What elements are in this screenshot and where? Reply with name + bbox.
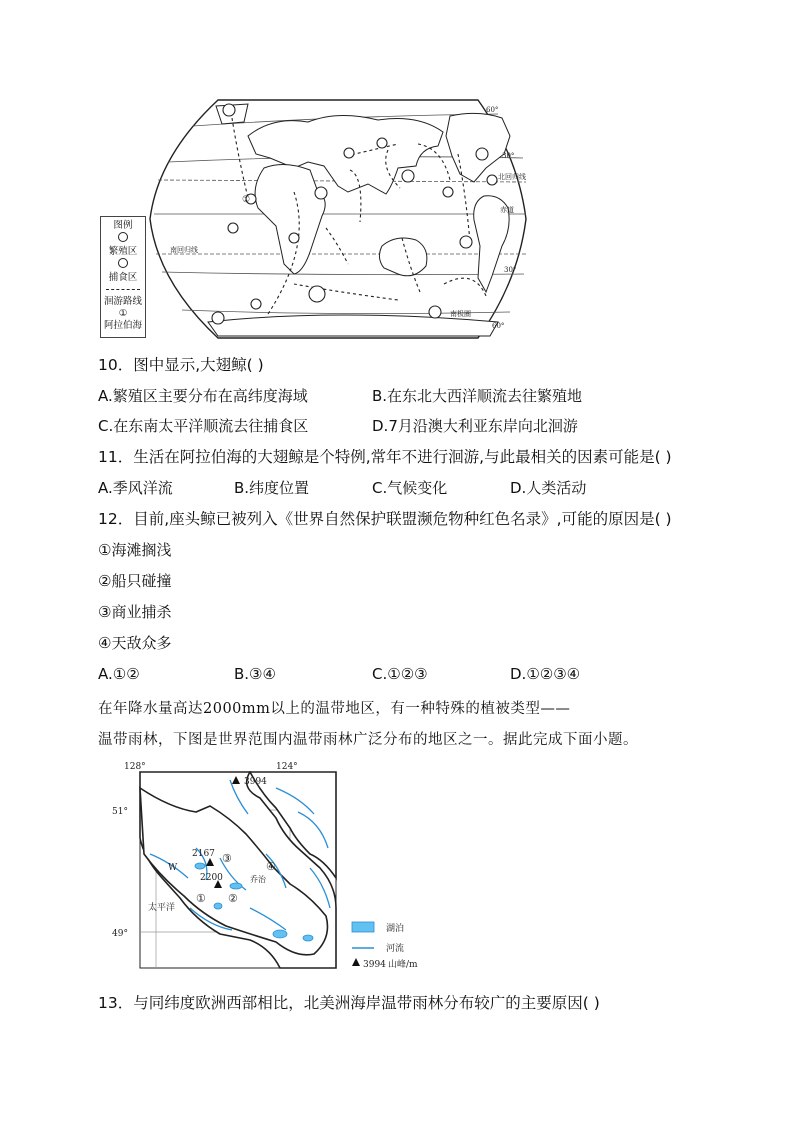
map2-legend	[352, 922, 418, 970]
question-13-stem: 13．与同纬度欧洲西部相比，北美洲海岸温带雨林分布较广的主要原因( )	[98, 994, 600, 1012]
area-circle	[309, 286, 325, 302]
lon124-label: 124°	[276, 762, 298, 772]
peak-2200-label: 2200	[200, 873, 223, 883]
legend-peak-value: 3994	[363, 960, 386, 970]
pacific-label: 太平洋	[148, 903, 176, 913]
q12-option-c[interactable]: C.①②③	[372, 665, 428, 683]
world-map-svg	[98, 96, 528, 342]
area-circle	[460, 236, 472, 248]
legend-lake: 湖泊	[386, 924, 405, 934]
q11-option-c[interactable]: C.气候变化	[372, 479, 448, 497]
lon128-label: 128°	[124, 762, 146, 772]
area-circle	[315, 187, 327, 199]
area-circle	[487, 175, 497, 185]
q11-option-b[interactable]: B.纬度位置	[234, 479, 310, 497]
area-circle	[228, 223, 238, 233]
equator-label: 赤道	[500, 206, 514, 214]
map2-marker-3: ③	[222, 852, 232, 865]
q12-item-2: ②船只碰撞	[98, 572, 172, 590]
legend-title: 图例	[113, 220, 133, 231]
legend-arabian-symbol: ①	[118, 308, 128, 319]
q12-option-a[interactable]: A.①②	[98, 665, 140, 683]
tropic-capricorn-label: 南回归线	[170, 246, 198, 254]
legend-feeding: 捕食区	[108, 272, 138, 283]
lat49-label: 49°	[112, 929, 128, 939]
q11-option-a[interactable]: A.季风洋流	[98, 479, 173, 497]
legend-arabian: 阿拉伯海	[103, 320, 142, 331]
lat51-label: 51°	[112, 807, 128, 817]
area-circle	[251, 299, 261, 309]
question-12-stem: 12．目前,座头鲸已被列入《世界自然保护联盟濒危物种红色名录》,可能的原因是( )	[98, 510, 672, 528]
q11-option-d[interactable]: D.人类活动	[510, 479, 587, 497]
lake-legend-icon	[352, 922, 374, 932]
lat30s-label: 30°	[504, 266, 517, 274]
q12-option-d[interactable]: D.①②③④	[510, 665, 581, 683]
area-circle	[223, 104, 235, 116]
q12-item-3: ③商业捕杀	[98, 603, 172, 621]
question-11-stem: 11．生活在阿拉伯海的大翅鲸是个特例,常年不进行洄游,与此最相关的因素可能是( )	[98, 448, 672, 466]
whale-migration-map	[98, 96, 528, 342]
map2-marker-1: ①	[196, 892, 206, 905]
area-circle	[402, 170, 414, 182]
area-circle	[476, 148, 488, 160]
rainforest-map	[100, 758, 440, 978]
q12-item-1: ①海滩搁浅	[98, 541, 172, 559]
peak-2167-label: 2167	[192, 849, 215, 859]
q12-option-b[interactable]: B.③④	[234, 665, 276, 683]
q10-option-d[interactable]: D.7月沿澳大利亚东岸向北洄游	[372, 417, 578, 435]
peak-legend-icon	[352, 958, 360, 966]
area-circle	[289, 233, 299, 243]
legend-peak: 山峰/m	[388, 960, 418, 970]
q12-item-4: ④天敌众多	[98, 634, 172, 652]
area-circle	[212, 312, 224, 324]
feeding-circle-icon	[118, 258, 128, 268]
question-10-stem: 10．图中显示,大翅鲸( )	[98, 356, 264, 374]
antarctic-label: 南极圈	[450, 310, 471, 318]
area-circle	[344, 148, 354, 158]
map2-marker-4: ④	[266, 860, 276, 873]
breeding-circle-icon	[118, 232, 128, 242]
q10-option-a[interactable]: A.繁殖区主要分布在高纬度海域	[98, 387, 308, 405]
area-circle	[443, 187, 453, 197]
migration-arrow-icon	[106, 289, 140, 290]
passage-line-1: 在年降水量高达2000mm以上的温带地区，有一种特殊的植被类型——	[98, 701, 571, 717]
area-circle	[377, 138, 387, 148]
map2-marker-2: ②	[228, 892, 238, 905]
lat30n-label: 30°	[502, 152, 515, 160]
rainforest-map-svg	[100, 758, 440, 978]
q10-option-b[interactable]: B.在东北大西洋顺流去往繁殖地	[372, 387, 583, 405]
legend-river: 河流	[386, 944, 405, 954]
tropic-cancer-label: 北回归线	[498, 173, 526, 181]
peak-3994-label: 3994	[244, 777, 267, 787]
strait-label: 乔治	[250, 875, 266, 884]
passage-line-2: 温带雨林，下图是世界范围内温带雨林广泛分布的地区之一。据此完成下面小题。	[98, 732, 638, 748]
lat60s-label: 60°	[492, 322, 505, 330]
map1-legend	[100, 216, 146, 338]
w-label: W	[168, 863, 178, 873]
marker1-label: ①	[242, 195, 251, 205]
legend-migration: 洄游路线	[103, 296, 142, 307]
lat60n-label: 60°	[486, 106, 499, 114]
legend-breeding: 繁殖区	[108, 246, 138, 257]
q10-option-c[interactable]: C.在东南太平洋顺流去往捕食区	[98, 417, 309, 435]
area-circle	[429, 306, 441, 318]
